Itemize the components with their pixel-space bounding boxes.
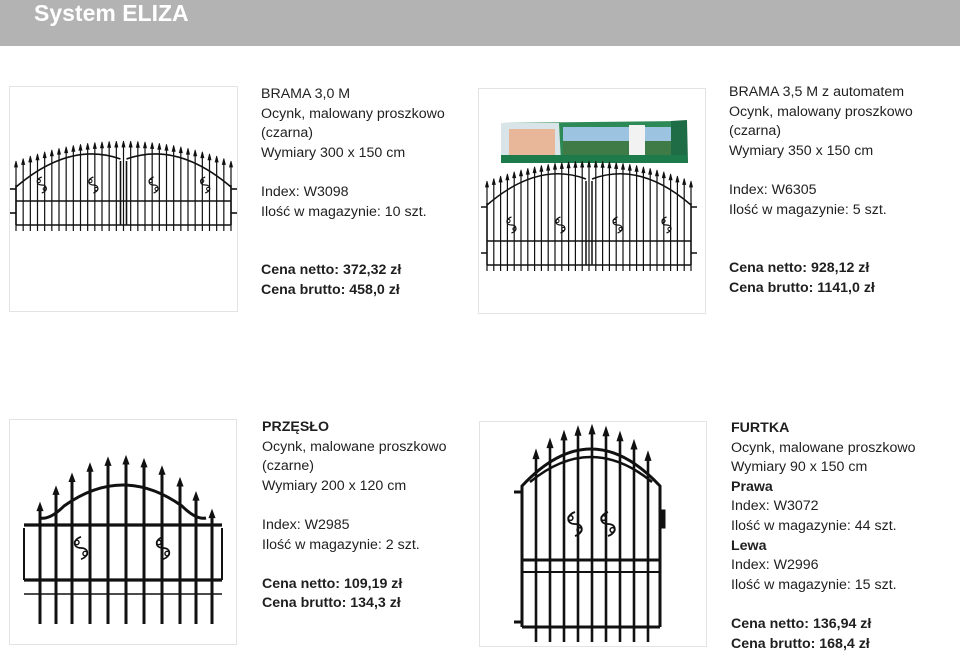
product-index: Index: W3098 bbox=[261, 183, 349, 200]
product-color: (czarne) bbox=[262, 458, 315, 475]
page-title: System ELIZA bbox=[34, 0, 189, 26]
przeslo-image bbox=[9, 419, 237, 645]
brama-35-image bbox=[478, 88, 706, 314]
automation-kit-box bbox=[501, 120, 688, 163]
wicket-gate-illustration bbox=[480, 422, 706, 646]
furtka-image bbox=[479, 421, 707, 647]
variant-right-stock: Ilość w magazynie: 44 szt. bbox=[731, 517, 897, 534]
product-dimensions: Wymiary 350 x 150 cm bbox=[729, 142, 874, 159]
product-color: (czarna) bbox=[729, 123, 782, 140]
brama-35-info bbox=[729, 83, 913, 299]
product-description: Ocynk, malowany proszkowo bbox=[729, 103, 913, 120]
product-dimensions: Wymiary 90 x 150 cm bbox=[731, 459, 868, 476]
product-color: (czarna) bbox=[261, 125, 314, 142]
price-brutto: Cena brutto: 168,4 zł bbox=[731, 635, 870, 652]
product-dimensions: Wymiary 300 x 150 cm bbox=[261, 144, 406, 161]
page-header bbox=[0, 0, 960, 46]
variant-right-label: Prawa bbox=[731, 478, 773, 495]
product-stock: Ilość w magazynie: 2 szt. bbox=[262, 536, 420, 553]
fence-panel-illustration bbox=[10, 420, 236, 644]
product-dimensions: Wymiary 200 x 120 cm bbox=[262, 477, 407, 494]
price-netto: Cena netto: 109,19 zł bbox=[262, 575, 403, 592]
product-stock: Ilość w magazynie: 10 szt. bbox=[261, 203, 427, 220]
price-netto: Cena netto: 136,94 zł bbox=[731, 615, 872, 632]
product-title: FURTKA bbox=[731, 420, 790, 436]
product-stock: Ilość w magazynie: 5 szt. bbox=[729, 201, 887, 218]
product-index: Index: W2985 bbox=[262, 516, 350, 533]
brama-30-image bbox=[9, 86, 238, 312]
variant-right-index: Index: W3072 bbox=[731, 498, 819, 515]
variant-left-label: Lewa bbox=[731, 537, 767, 554]
product-description: Ocynk, malowany proszkowo bbox=[261, 105, 445, 122]
product-description: Ocynk, malowane proszkowo bbox=[262, 438, 447, 455]
przeslo-info bbox=[262, 418, 447, 614]
product-index: Index: W6305 bbox=[729, 181, 817, 198]
price-brutto: Cena brutto: 458,0 zł bbox=[261, 281, 400, 298]
product-title: BRAMA 3,5 M z automatem bbox=[729, 84, 905, 100]
product-description: Ocynk, malowane proszkowo bbox=[731, 439, 916, 456]
variant-left-stock: Ilość w magazynie: 15 szt. bbox=[731, 576, 897, 593]
product-title: PRZĘSŁO bbox=[262, 419, 330, 435]
price-netto: Cena netto: 372,32 zł bbox=[261, 262, 402, 279]
price-brutto: Cena brutto: 134,3 zł bbox=[262, 595, 401, 612]
gate-with-automation-illustration bbox=[479, 89, 705, 313]
variant-left-index: Index: W2996 bbox=[731, 557, 819, 574]
price-netto: Cena netto: 928,12 zł bbox=[729, 260, 870, 277]
gate-illustration bbox=[10, 87, 237, 311]
furtka-info bbox=[731, 419, 916, 654]
product-title: BRAMA 3,0 M bbox=[261, 86, 351, 102]
brama-30-info bbox=[261, 85, 445, 301]
price-brutto: Cena brutto: 1141,0 zł bbox=[729, 279, 875, 296]
